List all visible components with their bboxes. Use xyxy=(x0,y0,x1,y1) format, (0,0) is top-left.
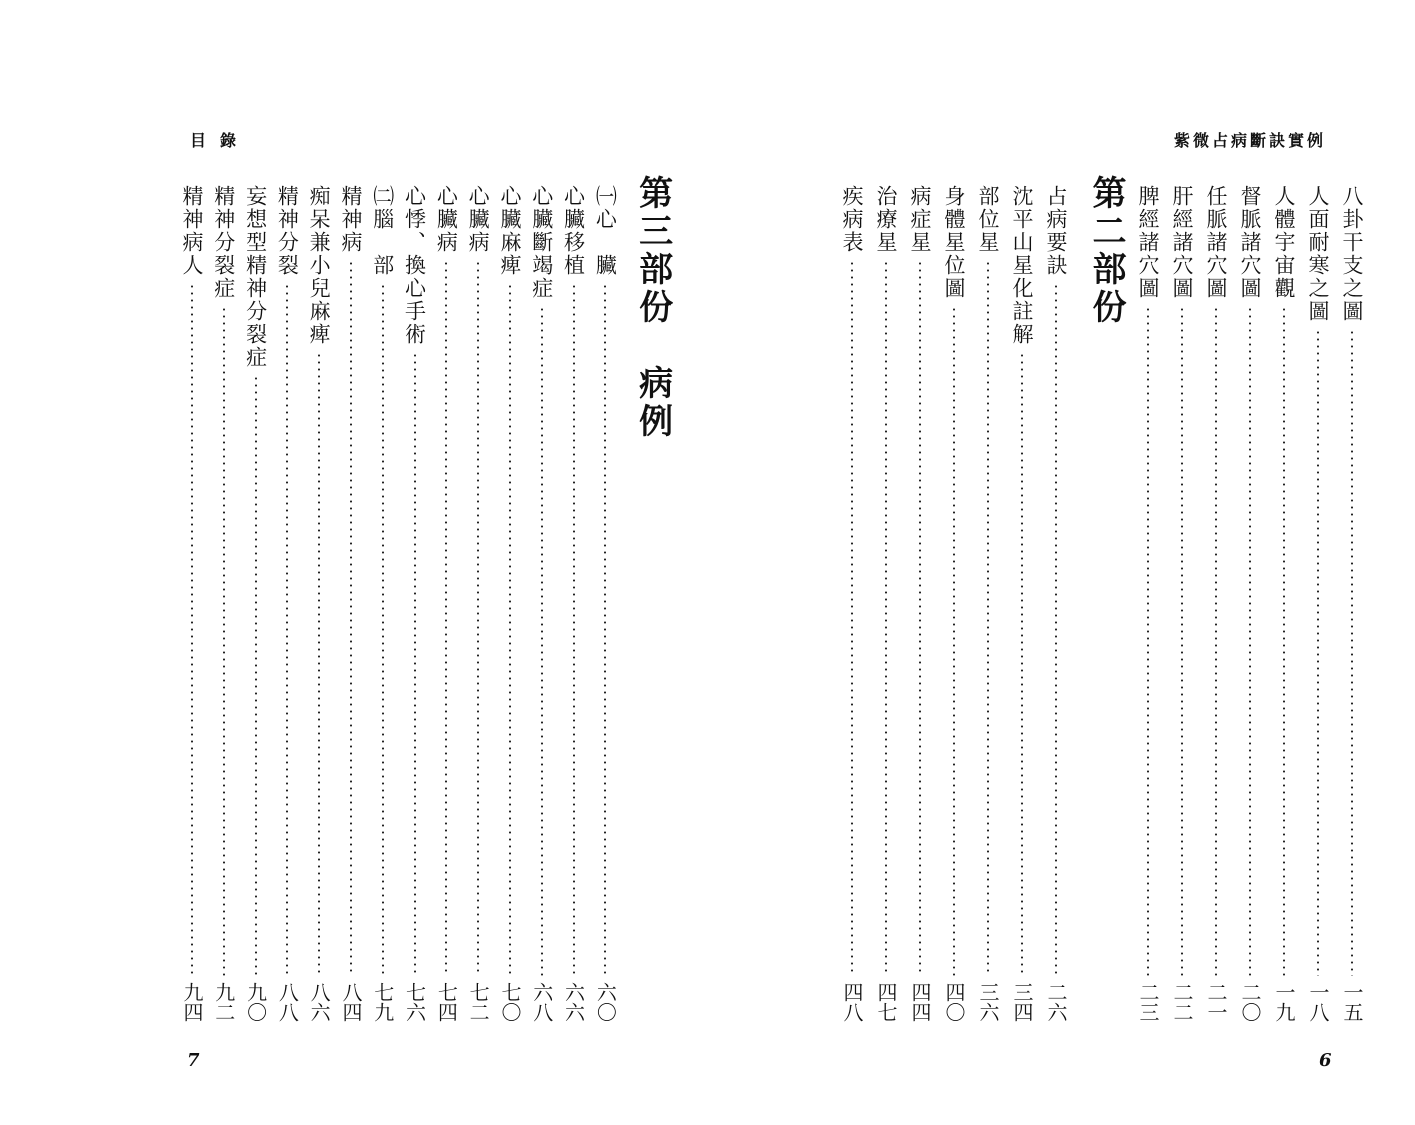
toc-entry[interactable] xyxy=(271,175,303,1030)
leader-dots xyxy=(191,283,193,976)
toc-entry[interactable] xyxy=(1233,175,1267,1030)
toc-entry-page: 八六 xyxy=(307,982,332,1022)
toc-entry-title: 心臟斷竭症 xyxy=(529,185,554,300)
toc-entry-page: 三六 xyxy=(976,982,1000,1022)
leader-dots xyxy=(851,260,853,976)
toc-entry[interactable] xyxy=(1335,175,1369,1030)
leader-dots xyxy=(1021,352,1023,976)
toc-entry-page: 九四 xyxy=(179,982,204,1022)
toc-entry-page: 四〇 xyxy=(942,982,966,1022)
page-number-left: 7 xyxy=(187,1050,200,1071)
toc-entry[interactable] xyxy=(1301,175,1335,1030)
toc-entry[interactable] xyxy=(903,175,937,1030)
leader-dots xyxy=(1181,306,1183,976)
toc-entry[interactable] xyxy=(1005,175,1039,1030)
leader-dots xyxy=(1317,329,1319,976)
toc-entry-title: 督脈諸穴圖 xyxy=(1238,185,1262,300)
left-page xyxy=(0,0,707,1125)
right-page xyxy=(707,0,1415,1125)
leader-dots xyxy=(987,260,989,976)
toc-entry-page: 七二 xyxy=(466,982,491,1022)
section-heading-part-three xyxy=(629,175,676,1030)
toc-entry-page: 二六 xyxy=(1044,982,1068,1022)
leader-dots xyxy=(445,260,447,976)
toc-entry-title: 心臟病 xyxy=(466,185,491,254)
toc-entry-page: 六八 xyxy=(529,982,554,1022)
toc-entry[interactable] xyxy=(1267,175,1301,1030)
toc-entry[interactable] xyxy=(526,175,558,1030)
toc-entry[interactable] xyxy=(208,175,240,1030)
toc-entry-page: 六六 xyxy=(561,982,586,1022)
toc-entry-title: 肝經諸穴圖 xyxy=(1170,185,1194,300)
toc-entry-title: 疾病表 xyxy=(840,185,864,254)
toc-entry-title: 心悸、換心手術 xyxy=(402,185,427,346)
leader-dots xyxy=(477,260,479,976)
toc-entry-page: 二一 xyxy=(1204,982,1228,1022)
leader-dots xyxy=(382,283,384,976)
toc-entry-title: ㈠心 臟 xyxy=(593,185,618,277)
section-heading-text: 第二部份 xyxy=(1086,175,1126,327)
toc-entry[interactable] xyxy=(589,175,621,1030)
toc-entry-title: 心臟麻痺 xyxy=(497,185,522,277)
toc-entry-page: 九二 xyxy=(211,982,236,1022)
toc-entry[interactable] xyxy=(937,175,971,1030)
toc-entry-page: 三四 xyxy=(1010,982,1034,1022)
toc-entry-title: 精神病人 xyxy=(179,185,204,277)
section-heading-part-two xyxy=(1081,175,1131,1030)
toc-entry-title: 占病要訣 xyxy=(1044,185,1068,277)
leader-dots xyxy=(541,306,543,976)
toc-entry-page: 四七 xyxy=(874,982,898,1022)
toc-entry-title: 心臟移植 xyxy=(561,185,586,277)
toc-entry-title: 人面耐寒之圖 xyxy=(1306,185,1330,323)
toc-entry[interactable] xyxy=(367,175,399,1030)
toc-entry-title: 沈平山星化註解 xyxy=(1010,185,1034,346)
toc-entry-page: 四四 xyxy=(908,982,932,1022)
toc-entry-title: 脾經諸穴圖 xyxy=(1136,185,1160,300)
leader-dots xyxy=(1055,283,1057,976)
toc-entry[interactable] xyxy=(558,175,590,1030)
section-heading-text: 第三部份 病例 xyxy=(632,175,673,441)
toc-entry-title: 八卦干支之圖 xyxy=(1340,185,1364,323)
toc-entry[interactable] xyxy=(1131,175,1165,1030)
toc-entry-page: 七〇 xyxy=(497,982,522,1022)
leader-dots xyxy=(318,352,320,976)
toc-entry-page: 四八 xyxy=(840,982,864,1022)
leader-dots xyxy=(255,375,257,976)
toc-entry-title: 妄想型精神分裂症 xyxy=(243,185,268,369)
toc-entry-page: 七六 xyxy=(402,982,427,1022)
toc-entry-page: 一五 xyxy=(1340,982,1364,1022)
toc-entry[interactable] xyxy=(399,175,431,1030)
leader-dots xyxy=(885,260,887,976)
toc-entry[interactable] xyxy=(430,175,462,1030)
toc-entry-title: 精神分裂症 xyxy=(211,185,236,300)
toc-entry[interactable] xyxy=(176,175,208,1030)
leader-dots xyxy=(1147,306,1149,976)
toc-entry-title: 人體宇宙觀 xyxy=(1272,185,1296,300)
toc-entry[interactable] xyxy=(1039,175,1073,1030)
toc-entry-page: 六〇 xyxy=(593,982,618,1022)
leader-dots xyxy=(573,283,575,976)
toc-entry-title: 精神分裂 xyxy=(275,185,300,277)
leader-dots xyxy=(919,260,921,976)
toc-entry-title: 身體星位圖 xyxy=(942,185,966,300)
toc-entry-title: 心臟病 xyxy=(434,185,459,254)
toc-entry-title: ㈡腦 部 xyxy=(370,185,395,277)
toc-entry-page: 二三 xyxy=(1136,982,1160,1022)
running-header-left: 目錄 xyxy=(190,131,251,150)
toc-entry[interactable] xyxy=(494,175,526,1030)
toc-entry[interactable] xyxy=(869,175,903,1030)
leader-dots xyxy=(223,306,225,976)
toc-entry-title: 痴呆兼小兒麻痺 xyxy=(307,185,332,346)
toc-entry-page: 八四 xyxy=(338,982,363,1022)
toc-entry-page: 二〇 xyxy=(1238,982,1262,1022)
leader-dots xyxy=(604,283,606,976)
running-header-right: 紫微占病斷訣實例 xyxy=(1174,131,1327,150)
toc-entry[interactable] xyxy=(240,175,272,1030)
toc-entry[interactable] xyxy=(1199,175,1233,1030)
leader-dots xyxy=(1215,306,1217,976)
leader-dots xyxy=(286,283,288,976)
toc-entry-page: 九〇 xyxy=(243,982,268,1022)
toc-entry-page: 七九 xyxy=(370,982,395,1022)
toc-entry-page: 七四 xyxy=(434,982,459,1022)
toc-entry-title: 治療星 xyxy=(874,185,898,254)
toc-columns-left xyxy=(176,175,676,1030)
toc-entry[interactable] xyxy=(971,175,1005,1030)
toc-entry-title: 任脈諸穴圖 xyxy=(1204,185,1228,300)
leader-dots xyxy=(1283,306,1285,976)
toc-entry[interactable] xyxy=(335,175,367,1030)
toc-entry-title: 病症星 xyxy=(908,185,932,254)
leader-dots xyxy=(953,306,955,976)
toc-entry[interactable] xyxy=(462,175,494,1030)
toc-entry-page: 八八 xyxy=(275,982,300,1022)
toc-entry[interactable] xyxy=(1165,175,1199,1030)
toc-entry[interactable] xyxy=(303,175,335,1030)
leader-dots xyxy=(414,352,416,976)
toc-entry-page: 一九 xyxy=(1272,982,1296,1022)
page-number-right: 6 xyxy=(1319,1050,1332,1071)
leader-dots xyxy=(509,283,511,976)
toc-entry-title: 部位星 xyxy=(976,185,1000,254)
leader-dots xyxy=(350,260,352,976)
leader-dots xyxy=(1351,329,1353,976)
toc-columns-right xyxy=(787,175,1369,1030)
toc-entry-page: 一八 xyxy=(1306,982,1330,1022)
toc-entry[interactable] xyxy=(835,175,869,1030)
toc-entry-title: 精神病 xyxy=(338,185,363,254)
toc-entry-page: 二二 xyxy=(1170,982,1194,1022)
leader-dots xyxy=(1249,306,1251,976)
